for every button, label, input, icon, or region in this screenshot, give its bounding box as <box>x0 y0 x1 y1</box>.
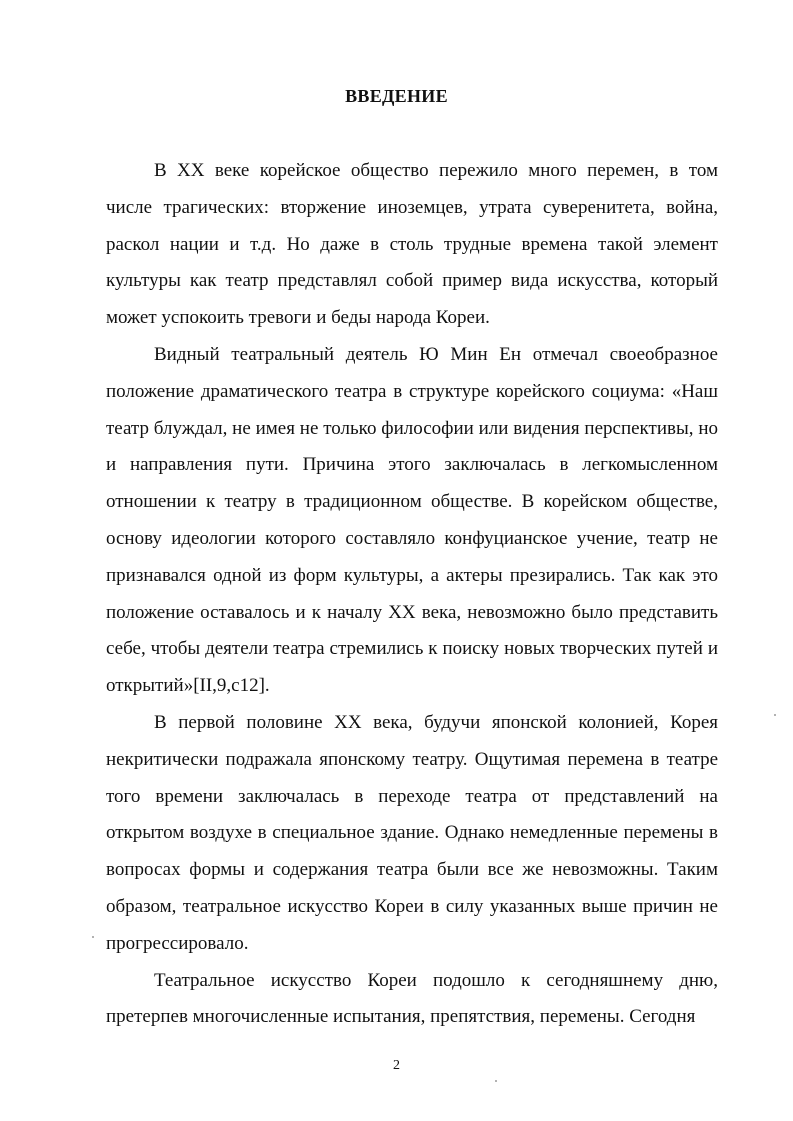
paragraph-3: В первой половине XX века, будучи японской колонией, Корея некритически подражала японскому театру. Ощутимая перемена в театре того времени заключалась в переходе театра от представлений на открытом воздухе в специальное здание. Однако немедленные перемены в вопросах формы и содержания театра были все же невозможны. Таким образом, театральное искусство Кореи в силу указанных выше причин не прогрессировало. <box>106 711 718 954</box>
page-number: 2 <box>393 1058 400 1073</box>
paragraph-4: Театральное искусство Кореи подошло к сегодняшнему дню, претерпев многочисленные испытания, препятствия, перемены. Сегодня <box>106 969 718 1028</box>
scan-speck <box>92 936 94 938</box>
section-heading: ВВЕДЕНИЕ <box>345 86 448 106</box>
paragraph-2: Видный театральный деятель Ю Мин Ен отмечал своеобразное положение драматического театра в структуре корейского социума: «Наш театр блуждал, не имея не только философии или видения перспективы, но и направления пути. Причина этого заключалась в легкомысленном отношении к театру в традиционном обществе. В корейском обществе, основу идеологии которого составляло конфуцианское учение, театр не признавался одной из форм культуры, а актеры презирались. Так как это положение оставалось и к началу XX века, невозможно было представить себе, чтобы деятели театра стремились к поиску новых творческих путей и открытий»[II,9,с12]. <box>106 343 718 697</box>
body-text <box>106 153 718 1036</box>
scan-speck <box>495 1080 497 1082</box>
scan-speck <box>774 714 776 716</box>
paragraph-1: В XX веке корейское общество пережило много перемен, в том числе трагических: вторжение иноземцев, утрата суверенитета, война, раскол нации и т.д. Но даже в столь трудные времена такой элемент культуры как театр представлял собой пример вида искусства, который может успокоить тревоги и беды народа Кореи. <box>106 160 718 329</box>
